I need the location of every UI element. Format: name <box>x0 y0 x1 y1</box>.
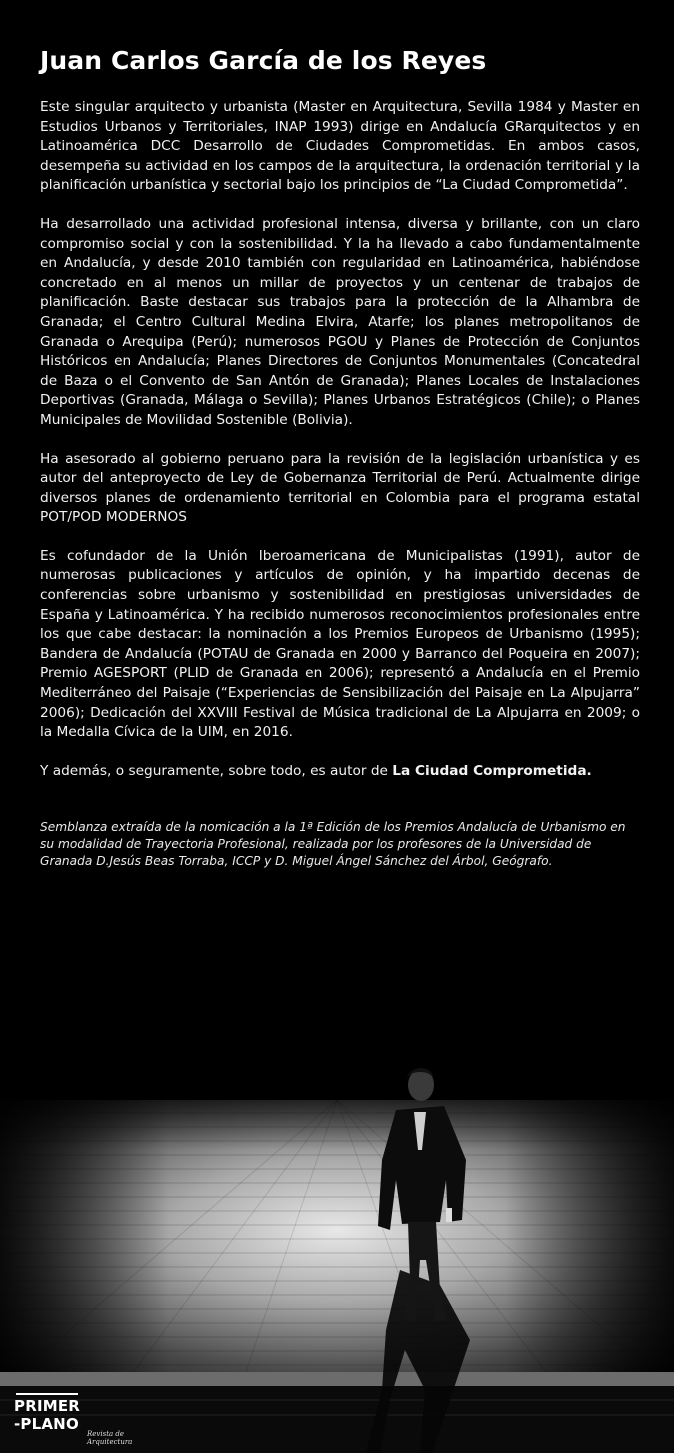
logo-line2: -PLANO <box>14 1415 79 1433</box>
primer-plano-logo <box>14 1393 154 1445</box>
paragraph-closing <box>40 762 640 782</box>
photo-caption: Semblanza extraída de la nomicación a la 1ª Edición de los Premios Andalucía de Urbanismo en su modalidad de Trayectoria Profesional, realizada por los profesores de la Universidad de Granada D.Jesús Beas Torraba, ICCP y D. Miguel Ángel Sánchez del Árbol, Geógrafo. <box>40 820 626 868</box>
logo-rule <box>16 1393 78 1395</box>
logo-line1: PRIMER <box>14 1397 81 1415</box>
paragraph-intro: Este singular arquitecto y urbanista (Master en Arquitectura, Sevilla 1984 y Master en Estudios Urbanos y Territoriales, INAP 1993) dirige en Andalucía GRarquitectos y en Latinoamérica DCC Desarrollo de Ciudades Comprometidas. En ambos casos, desempeña su actividad en los campos de la arquitectura, la ordenación territorial y la planificación urbanística y sectorial bajo los principios de “La Ciudad Comprometida”. <box>40 99 640 194</box>
paragraph-career: Ha desarrollado una actividad profesional intensa, diversa y brillante, con un claro compromiso social y con la sostenibilidad. Y la ha llevado a cabo fundamentalmente en Andalucía, y desde 2010 también con regularidad en Latinoamérica, habiéndose concretado en al menos un millar de proyectos y un centenar de trabajos de planificación. Baste destacar sus trabajos para la protección de la Alhambra de Granada; el Centro Cultural Medina Elvira, Atarfe; los planes metropolitanos de Granada o Arequipa (Perú); numerosos PGOU y Planes de Protección de Conjuntos Históricos en Andalucía; Planes Directores de Conjuntos Monumentales (Concatedral de Baza o el Convento de San Antón de Granada); Planes Locales de Instalaciones Deportivas (Granada, Málaga o Sevilla); Planes Urbanos Estratégicos (Chile); o Planes Municipales de Movilidad Sostenible (Bolivia). <box>40 215 640 428</box>
paragraph-awards: Es cofundador de la Unión Iberoamericana de Municipalistas (1991), autor de numerosas publicaciones y artículos de opinión, y ha impartido decenas de conferencias sobre urbanismo y sostenibilidad en prestigiosas universidades de España y Latinoamérica. Y ha recibido numerosos reconocimientos profesionales entre los que cabe destacar: la nominación a los Premios Europeos de Urbanismo (1995); Bandera de Andalucía (POTAU de Granada en 2000 y Barranco del Poqueira en 2007); Premio AGESPORT (PLID de Granada en 2006); representó a Andalucía en el Premio Mediterráneo del Paisaje (“Experiencias de Sensibilización del Paisaje en La Alpujarra” 2006); Dedicación del XXVIII Festival de Música tradicional de La Alpujarra en 2009; o la Medalla Cívica de la UIM, en 2016. <box>40 547 640 741</box>
article <box>40 44 640 870</box>
article-title: Juan Carlos García de los Reyes <box>40 46 487 75</box>
stage-photo <box>0 960 674 1453</box>
paragraph-advisory: Ha asesorado al gobierno peruano para la revisión de la legislación urbanística y es autor del anteproyecto de Ley de Gobernanza Territorial de Perú. Actualmente dirige diversos planes de ordenamiento territorial en Colombia para el programa estatal POT/POD MODERNOS <box>40 450 640 526</box>
logo-tagline: Revista de Arquitectura <box>87 1430 133 1446</box>
book-title: La Ciudad Comprometida. <box>392 762 592 779</box>
closing-lead: Y además, o seguramente, sobre todo, es autor de <box>40 762 393 779</box>
